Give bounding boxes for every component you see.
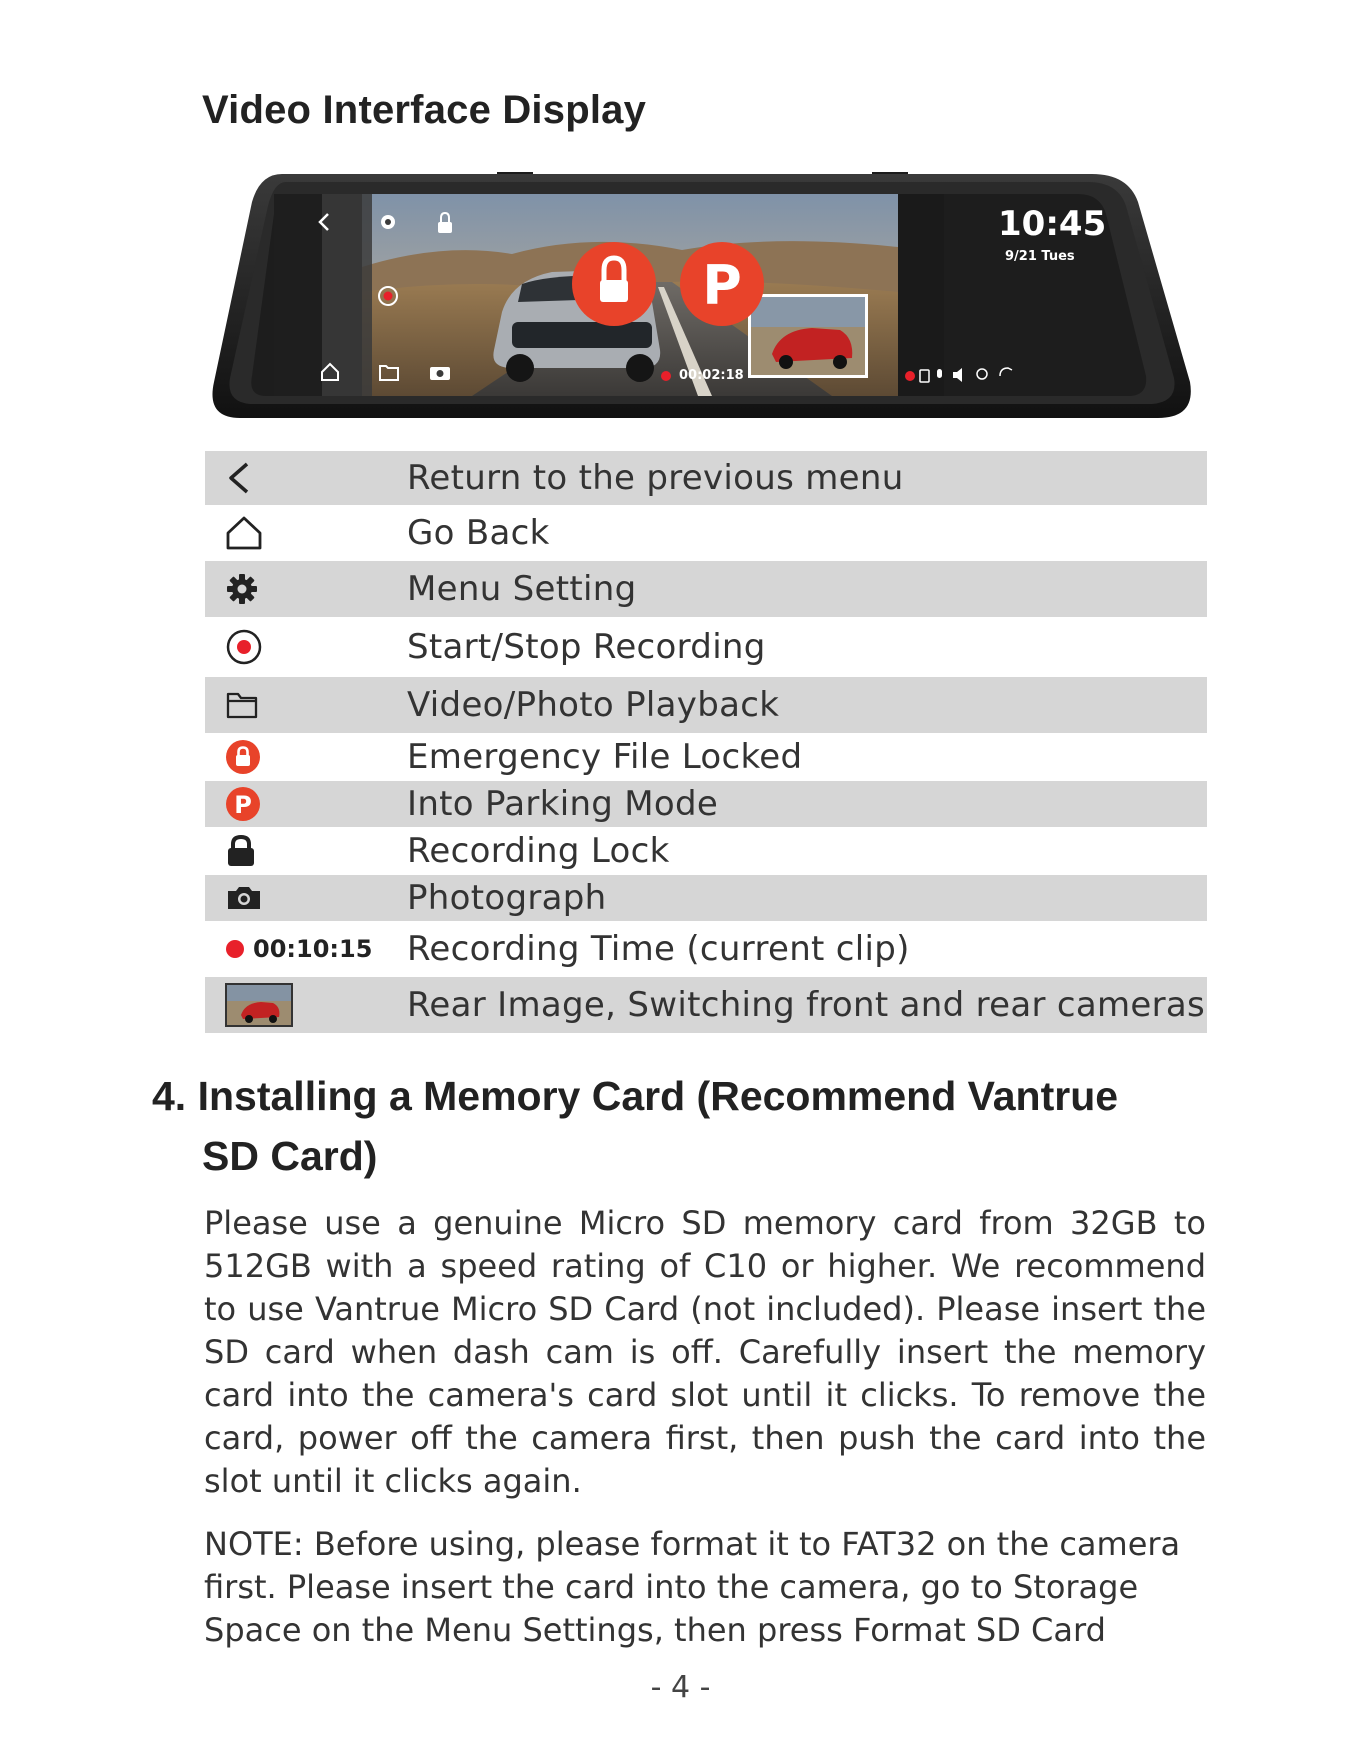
legend-row <box>205 733 1207 781</box>
emergency-lock-icon <box>225 739 261 775</box>
legend-label: Start/Stop Recording <box>407 627 766 667</box>
note-line: Space on the Menu Settings, then press Format SD Card <box>204 1611 1106 1649</box>
page-number: - 4 - <box>650 1670 711 1705</box>
install-paragraph: Please use a genuine Micro SD memory card from 32GB to 512GB with a speed rating of C10 or higher. We recommend to use Vantrue Micro SD Card (not included). Please insert the SD card when dash cam is off. Carefully insert the memory card into the camera's card slot until it clicks. To remove the card, power off the camera first, then push the card into the slot until it clicks again. <box>204 1204 1206 1500</box>
legend-label: Emergency File Locked <box>407 737 803 777</box>
screen-date: 9/21 Tues <box>1005 249 1075 264</box>
section-number: 4. <box>152 1073 187 1119</box>
legend-label: Return to the previous menu <box>407 458 904 498</box>
legend-label: Rear Image, Switching front and rear cameras <box>407 985 1206 1025</box>
back-chevron-icon <box>225 461 253 495</box>
screen-recording-time: 00:02:18 <box>679 368 744 383</box>
install-section-heading <box>152 1066 1212 1186</box>
padlock-icon <box>225 834 257 868</box>
legend-label: Recording Time (current clip) <box>407 929 910 969</box>
parking-icon <box>225 786 261 822</box>
section-title-line1: Installing a Memory Card (Recommend Vantrue <box>197 1073 1119 1119</box>
camera-icon <box>225 884 263 912</box>
legend-row <box>205 781 1207 827</box>
legend-row <box>205 451 1207 505</box>
legend-row <box>205 677 1207 733</box>
folder-icon <box>225 690 259 720</box>
svg-text:P: P <box>234 791 252 819</box>
legend-label: Into Parking Mode <box>407 784 719 824</box>
legend-row <box>205 617 1207 677</box>
screen-clock: 10:45 <box>998 204 1107 244</box>
legend-row <box>205 561 1207 617</box>
dashcam-mirror-illustration <box>212 172 1193 420</box>
section-title: Video Interface Display <box>202 88 647 132</box>
legend-row <box>205 827 1207 875</box>
legend-row <box>205 977 1207 1033</box>
svg-text:P: P <box>702 254 742 317</box>
format-note <box>204 1523 1206 1652</box>
recording-time-sample: 00:10:15 <box>253 935 373 963</box>
note-line: first. Please insert the card into the camera, go to Storage <box>204 1568 1139 1606</box>
note-line: NOTE: Before using, please format it to FAT32 on the camera <box>204 1525 1181 1563</box>
legend-row <box>205 921 1207 977</box>
legend-label: Recording Lock <box>407 831 670 871</box>
home-icon <box>225 515 263 551</box>
legend-label: Video/Photo Playback <box>407 685 780 725</box>
recording-dot-icon <box>225 935 372 963</box>
legend-label: Photograph <box>407 878 607 918</box>
section-title-line2: SD Card) <box>202 1133 378 1179</box>
legend-label: Go Back <box>407 513 550 553</box>
rear-image-thumbnail <box>225 983 293 1027</box>
legend-row <box>205 505 1207 561</box>
legend-label: Menu Setting <box>407 569 637 609</box>
record-icon <box>225 628 263 666</box>
gear-icon <box>225 572 259 606</box>
legend-row <box>205 875 1207 921</box>
